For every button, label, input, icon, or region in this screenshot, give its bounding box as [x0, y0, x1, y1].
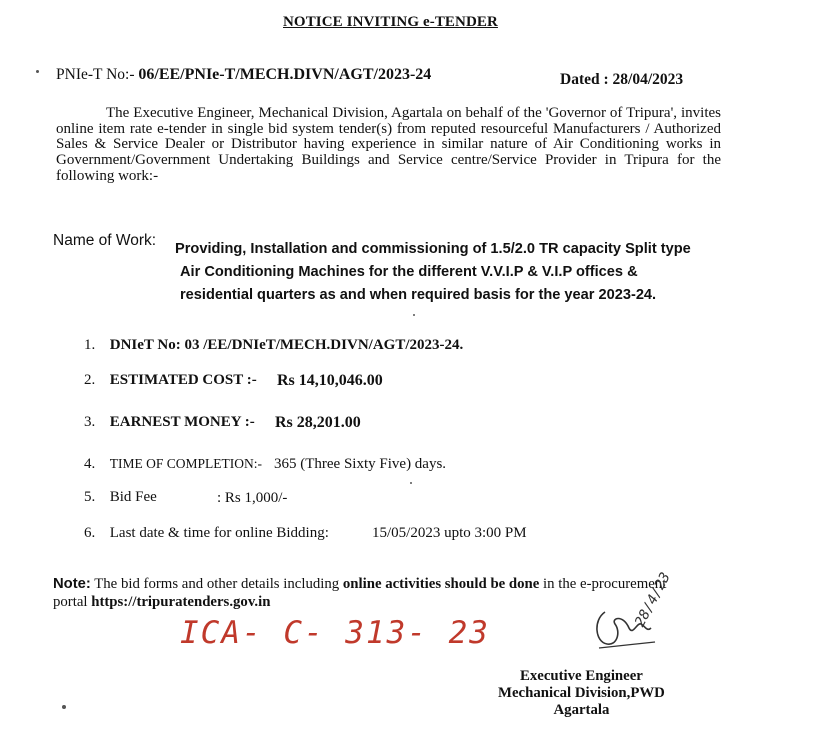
time-of-completion-label: TIME OF COMPLETION:-	[109, 456, 262, 471]
pnie-number-line	[56, 66, 431, 84]
intro-paragraph: The Executive Engineer, Mechanical Division, Agartala on behalf of the 'Governor of Tripura', invites online item rate e-tender in single bid system tender(s) from reputed resourceful Manufacturers / Authorized Sales & Service Dealer or Distributor having experience in similar nature of Air Conditioning works in Government/Government Undertaking Buildings and Service centre/Service Provider in Tripura for the following work:-	[56, 105, 721, 184]
name-of-work-line-2: Air Conditioning Machines for the different V.V.I.P & V.I.P offices &	[180, 264, 638, 280]
note-text-bold: online activities should be done	[342, 576, 540, 592]
handwritten-reference: ICA- C- 313- 23	[180, 615, 490, 651]
signatory-division: Mechanical Division,PWD	[498, 685, 665, 701]
signature-date: 28/4/23	[632, 569, 674, 630]
dniet-text: DNIeT No: 03 /EE/DNIeT/MECH.DIVN/AGT/2023-24.	[109, 337, 464, 353]
scan-speck	[410, 482, 412, 484]
list-item-number: 2.	[84, 372, 96, 388]
list-item-number: 4.	[84, 456, 96, 472]
list-item-number: 1.	[84, 337, 96, 353]
estimated-cost-value: Rs 14,10,046.00	[277, 372, 383, 389]
signatory-location: Agartala	[553, 702, 610, 718]
earnest-money-value: Rs 28,201.00	[275, 414, 361, 431]
name-of-work-text	[175, 238, 725, 307]
list-item-number: 6.	[84, 525, 96, 541]
bid-fee-value: : Rs 1,000/-	[217, 490, 288, 506]
scan-speck	[413, 314, 415, 316]
notice-title: NOTICE INVITING e-TENDER	[283, 14, 498, 30]
note-label: Note:	[53, 576, 91, 592]
list-item-number: 3.	[84, 414, 96, 430]
last-date-label: Last date & time for online Bidding:	[109, 525, 329, 541]
name-of-work-label: Name of Work:	[53, 232, 157, 249]
estimated-cost-label: ESTIMATED COST :-	[109, 372, 257, 388]
signatory-title: Executive Engineer	[519, 668, 643, 684]
list-item-number: 5.	[84, 489, 96, 505]
name-of-work-line-1: Providing, Installation and commissioning of 1.5/2.0 TR capacity Split type	[175, 241, 691, 257]
scan-speck	[36, 70, 39, 73]
name-of-work-line-3: residential quarters as and when required basis for the year 2023-24.	[180, 287, 657, 303]
time-of-completion-value: 365 (Three Sixty Five) days.	[274, 456, 447, 472]
list-item-bid-fee	[84, 489, 157, 506]
list-item-dniet	[84, 337, 463, 354]
bid-fee-label: Bid Fee	[109, 489, 157, 505]
portal-url[interactable]: https://tripuratenders.gov.in	[91, 594, 271, 610]
note-text-1: The bid forms and other details including	[90, 576, 343, 592]
note-text-2: in the e-procurement portal	[53, 576, 667, 610]
list-item-earnest-money	[84, 414, 255, 431]
scan-speck	[62, 705, 66, 709]
notice-date: Dated : 28/04/2023	[560, 71, 684, 88]
last-date-value: 15/05/2023 upto 3:00 PM	[372, 525, 527, 541]
signatory-block	[498, 668, 665, 719]
list-item-last-date	[84, 525, 329, 542]
pnie-number: 06/EE/PNIe-T/MECH.DIVN/AGT/2023-24	[138, 66, 432, 83]
signature-underline	[599, 642, 655, 648]
earnest-money-label: EARNEST MONEY :-	[109, 414, 255, 430]
pnie-label: PNIe-T No:-	[56, 66, 139, 83]
list-item-time-of-completion	[84, 456, 262, 473]
list-item-estimated-cost	[84, 372, 257, 389]
